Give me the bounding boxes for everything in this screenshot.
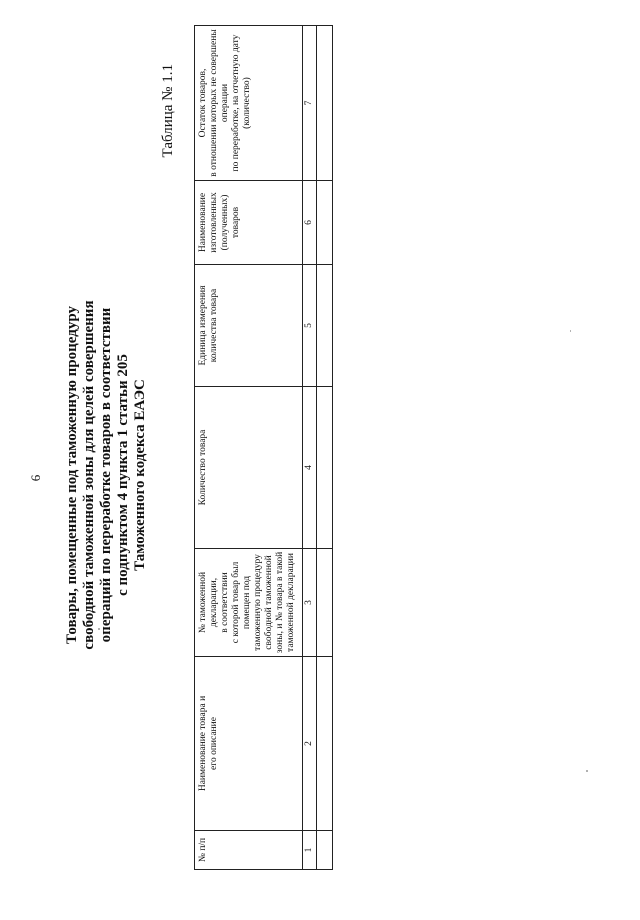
header-line: Количество товара [198, 429, 208, 506]
header-line: в отношении которых не совершены [209, 29, 219, 177]
column-header [195, 26, 302, 180]
column-number: 2 [302, 657, 317, 830]
header-line: № п/п [198, 837, 208, 863]
header-line: Наименование товара и [198, 695, 208, 792]
header-line: Остаток товаров, [198, 68, 208, 138]
title-line: Товары, помещенные под таможенную процедуру [64, 306, 80, 644]
header-line: Единица измерения [198, 285, 208, 366]
empty-data-cell [317, 657, 332, 830]
empty-data-cell [317, 387, 332, 548]
header-line: свободной таможенной [264, 555, 274, 650]
column-number: 6 [302, 181, 317, 264]
header-line: № таможенной [198, 571, 208, 634]
header-line: таможенной декларации [286, 553, 296, 652]
header-line: количества товара [209, 288, 219, 363]
column-header [195, 831, 302, 869]
header-line: изготовленных [209, 192, 219, 253]
empty-data-cell [317, 549, 332, 656]
header-line: Наименование [198, 192, 208, 253]
header-line: его описание [209, 717, 219, 770]
column-header [195, 549, 302, 656]
document-title [64, 260, 149, 690]
title-line: свободной таможенной зоны для целей совершения [81, 300, 97, 650]
header-line: операции [220, 83, 230, 123]
table-column [195, 549, 332, 657]
column-number: 5 [302, 265, 317, 386]
table-column [195, 265, 332, 387]
header-line: декларации, [209, 577, 219, 628]
title-line: с подпунктом 4 пункта 1 статьи 205 [115, 354, 131, 596]
title-line: Таможенного кодекса ЕАЭС [132, 379, 148, 571]
table-column [195, 657, 332, 831]
page-number: 6 [28, 474, 43, 482]
header-line: товаров [231, 206, 241, 239]
column-number: 7 [302, 26, 317, 180]
empty-data-cell [317, 181, 332, 264]
title-line: операций по переработке товаров в соответствии [98, 307, 114, 643]
header-line: таможенную процедуру [253, 554, 263, 651]
column-header [195, 265, 302, 386]
table-column [195, 181, 332, 265]
empty-data-cell [317, 265, 332, 386]
column-header [195, 657, 302, 830]
empty-data-cell [317, 26, 332, 180]
empty-data-cell [317, 831, 332, 869]
table-column [195, 831, 332, 869]
column-header [195, 387, 302, 548]
header-line: по переработке, на отчетную дату [231, 34, 241, 172]
header-line: помещен под [242, 575, 252, 630]
column-number: 4 [302, 387, 317, 548]
header-line: (количество) [242, 77, 252, 129]
header-line: (полученных) [220, 194, 230, 251]
header-line: зоны, и № товара в такой [275, 551, 285, 654]
header-line: с которой товар был [231, 561, 241, 644]
goods-table [194, 25, 333, 870]
header-line: в соответствии [220, 572, 230, 633]
column-number: 1 [302, 831, 317, 869]
column-header [195, 181, 302, 264]
table-column [195, 26, 332, 181]
table-caption: Таблица № 1.1 [160, 64, 176, 158]
table-column [195, 387, 332, 549]
column-number: 3 [302, 549, 317, 656]
